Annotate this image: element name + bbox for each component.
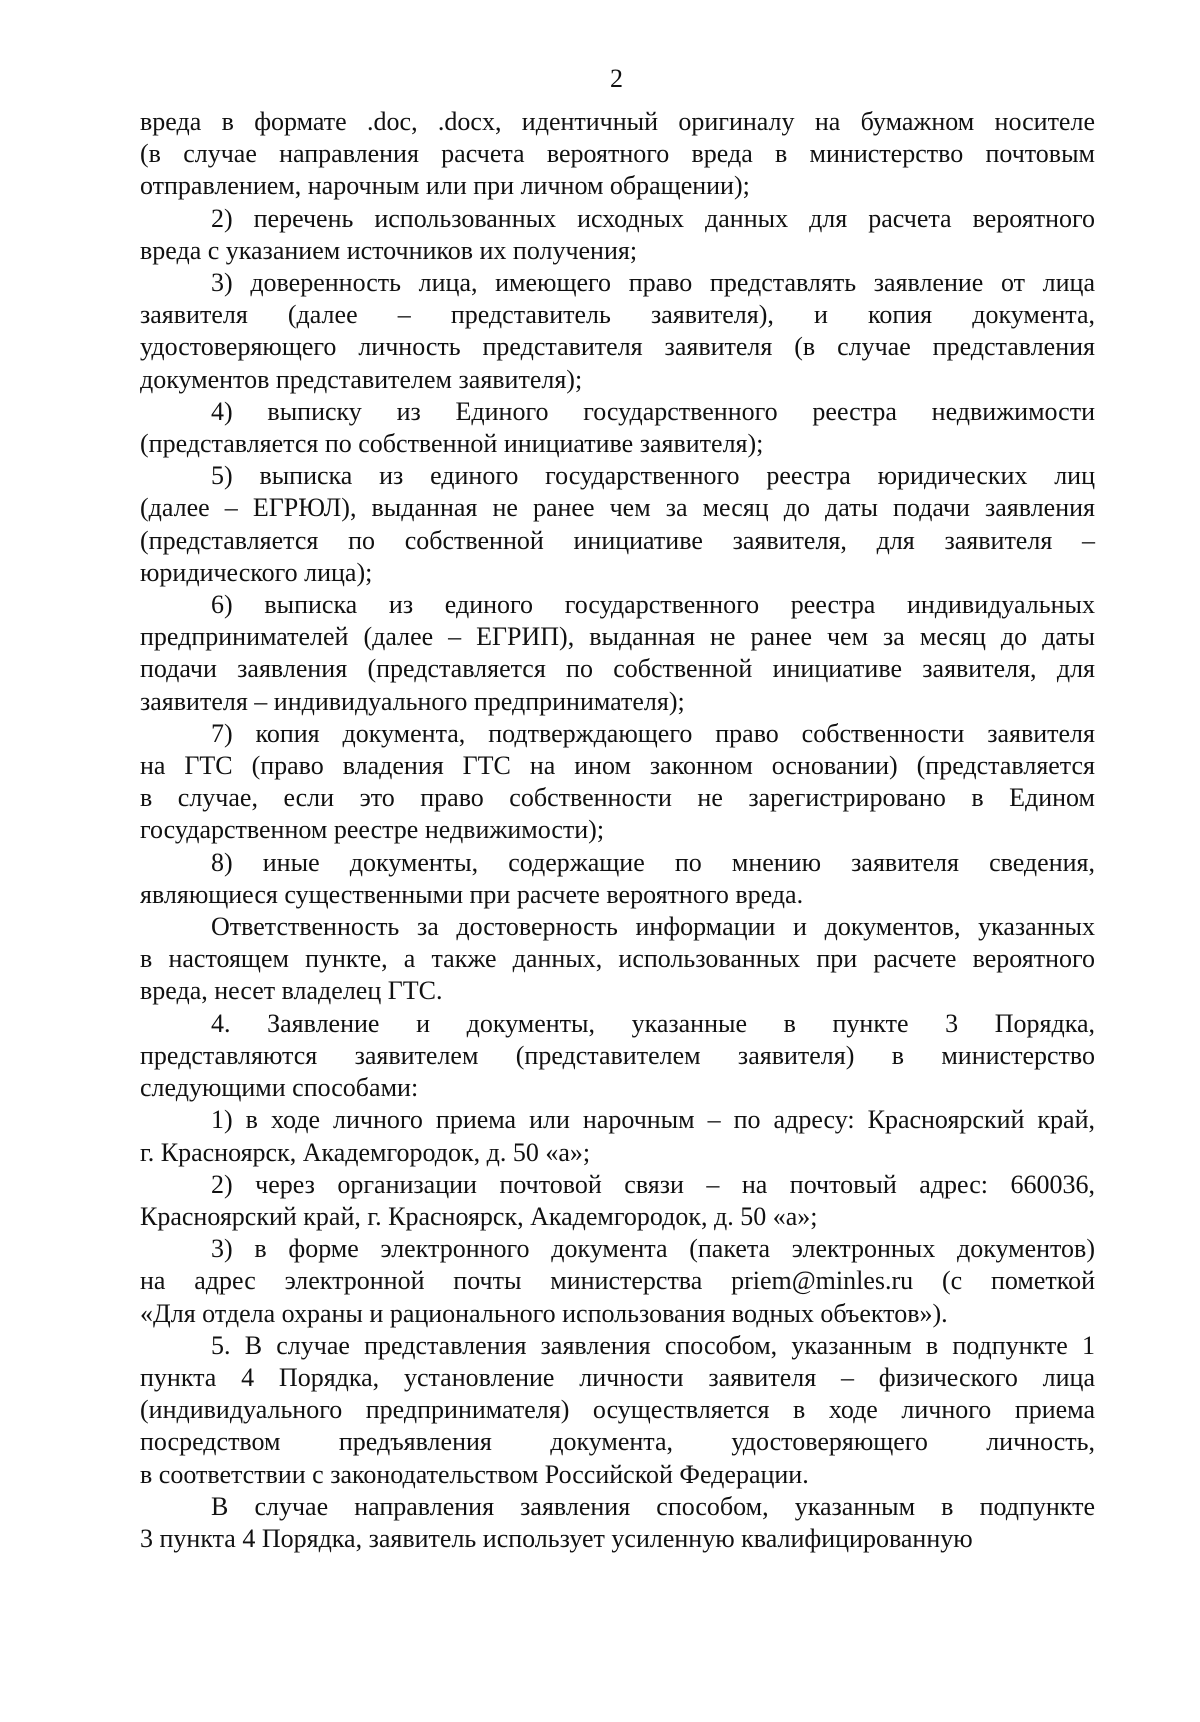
text-line: вреда, несет владелец ГТС. [140, 976, 443, 1006]
paragraph-p0 [140, 106, 1095, 203]
text-line: на адрес электронной почты министерства priem@minles.ru (с пометкой [140, 1266, 1095, 1296]
text-line: 2) через организации почтовой связи – на почтовый адрес: 660036, [211, 1169, 1095, 1199]
text-line: следующими способами: [140, 1073, 419, 1103]
text-line: 3 пункта 4 Порядка, заявитель использует усиленную квалифицированную [140, 1523, 973, 1553]
paragraph-p2 [140, 267, 1095, 396]
text-line: вреда в формате .doc, .docx, идентичный оригиналу на бумажном носителе [140, 107, 1095, 136]
text-line: документов представителем заявителя); [140, 364, 583, 394]
paragraph-p11 [140, 1169, 1095, 1233]
text-line: заявителя – индивидуального предпринимателя); [140, 686, 685, 716]
text-line: подачи заявления (представляется по собственной инициативе заявителя, для [140, 654, 1095, 684]
text-line: в соответствии с законодательством Российской Федерации. [140, 1459, 809, 1489]
text-line: В случае направления заявления способом, указанным в подпункте [211, 1491, 1095, 1521]
text-line: Ответственность за достоверность информации и документов, указанных [211, 912, 1095, 942]
text-line: 5) выписка из единого государственного реестра юридических лиц [211, 461, 1095, 491]
text-line: (далее – ЕГРЮЛ), выданная не ранее чем за месяц до даты подачи заявления [140, 493, 1095, 523]
text-line: 6) выписка из единого государственного реестра индивидуальных [211, 590, 1095, 620]
paragraph-p10 [140, 1104, 1095, 1168]
text-line: (индивидуального предпринимателя) осуществляется в ходе личного приема [140, 1395, 1095, 1425]
text-line: государственном реестре недвижимости); [140, 815, 605, 845]
text-line: юридического лица); [140, 557, 373, 587]
text-line: вреда с указанием источников их получения; [140, 235, 638, 265]
text-line: предпринимателей (далее – ЕГРИП), выданная не ранее чем за месяц до даты [140, 622, 1095, 652]
text-line: 4) выписку из Единого государственного реестра недвижимости [211, 396, 1095, 426]
text-line: пункта 4 Порядка, установление личности заявителя – физического лица [140, 1362, 1095, 1392]
text-line: в случае, если это право собственности не зарегистрировано в Едином [140, 783, 1095, 813]
text-line: в настоящем пункте, а также данных, использованных при расчете вероятного [140, 944, 1095, 974]
paragraph-p6 [140, 718, 1095, 847]
paragraph-p5 [140, 589, 1095, 718]
text-line: на ГТС (право владения ГТС на ином законном основании) (представляется [140, 751, 1095, 781]
paragraph-p7 [140, 847, 1095, 911]
text-line: удостоверяющего личность представителя заявителя (в случае представления [140, 332, 1095, 362]
page-number: 2 [610, 64, 623, 93]
text-line: 4. Заявление и документы, указанные в пункте 3 Порядка, [211, 1008, 1095, 1038]
text-line: заявителя (далее – представитель заявителя), и копия документа, [140, 300, 1095, 330]
text-line: представляются заявителем (представителем заявителя) в министерство [140, 1040, 1095, 1070]
text-line: 5. В случае представления заявления способом, указанным в подпункте 1 [211, 1330, 1095, 1360]
text-line: посредством предъявления документа, удостоверяющего личность, [140, 1427, 1095, 1457]
paragraph-p1 [140, 203, 1095, 267]
paragraph-p12 [140, 1233, 1095, 1330]
text-line: 2) перечень использованных исходных данных для расчета вероятного [211, 203, 1095, 233]
text-line: (представляется по собственной инициативе заявителя, для заявителя – [140, 525, 1095, 555]
text-line: (в случае направления расчета вероятного вреда в министерство почтовым [140, 139, 1095, 169]
text-line: 1) в ходе личного приема или нарочным – по адресу: Красноярский край, [211, 1105, 1095, 1135]
text-line: отправлением, нарочным или при личном обращении); [140, 171, 750, 201]
text-line: 8) иные документы, содержащие по мнению заявителя сведения, [211, 847, 1095, 877]
text-line: 7) копия документа, подтверждающего право собственности заявителя [211, 718, 1095, 748]
paragraph-p14 [140, 1491, 1095, 1555]
text-line: «Для отдела охраны и рационального использования водных объектов»). [140, 1298, 948, 1328]
paragraph-p9 [140, 1008, 1095, 1105]
text-line: 3) в форме электронного документа (пакета электронных документов) [211, 1234, 1095, 1264]
document-body [140, 106, 1095, 1555]
text-line: г. Красноярск, Академгородок, д. 50 «а»; [140, 1137, 591, 1167]
paragraph-p4 [140, 460, 1095, 589]
text-line: Красноярский край, г. Красноярск, Академгородок, д. 50 «а»; [140, 1201, 818, 1231]
text-line: 3) доверенность лица, имеющего право представлять заявление от лица [211, 268, 1095, 298]
paragraph-p3 [140, 396, 1095, 460]
paragraph-p13 [140, 1330, 1095, 1491]
paragraph-p8 [140, 911, 1095, 1008]
text-line: являющиеся существенными при расчете вероятного вреда. [140, 879, 804, 909]
text-line: (представляется по собственной инициативе заявителя); [140, 429, 764, 459]
